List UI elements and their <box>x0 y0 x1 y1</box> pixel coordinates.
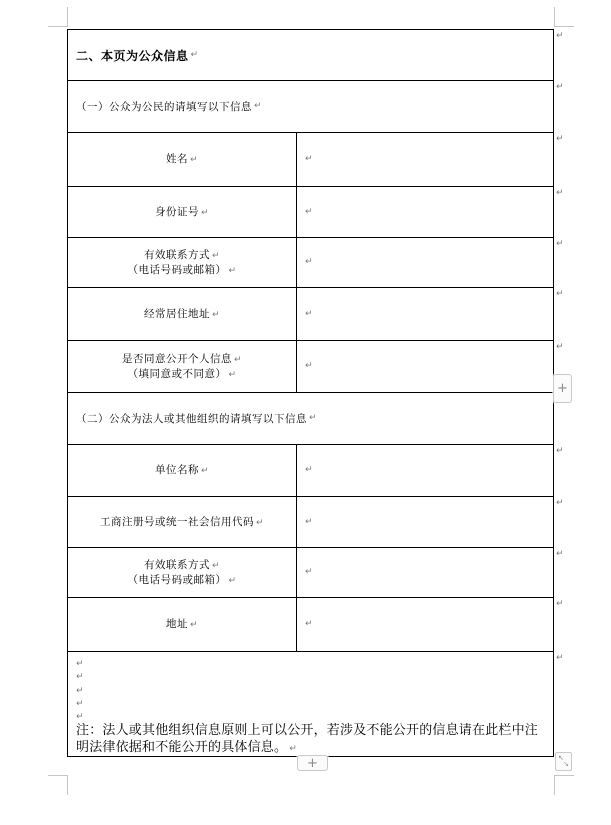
paragraph-mark: ↵ <box>305 257 313 267</box>
paragraph-mark: ↵ <box>305 465 313 475</box>
page-title: 二、本页为公众信息 <box>76 48 189 63</box>
insert-row-button[interactable] <box>553 374 572 403</box>
row-end-mark: ↵ <box>556 82 564 92</box>
value-cell-contact-citizen[interactable] <box>297 238 553 287</box>
paragraph-mark: ↵ <box>305 154 313 164</box>
field-label-id-number <box>68 187 297 237</box>
field-label-text: 有效联系方式 <box>143 249 210 261</box>
plus-icon: + <box>557 381 568 396</box>
paragraph-mark: ↵ <box>305 206 313 217</box>
row-end-mark: ↵ <box>556 188 564 198</box>
row-end-mark: ↵ <box>556 239 564 249</box>
table-row-residence-address <box>68 288 553 341</box>
paragraph-mark: ↵ <box>200 466 210 476</box>
row-end-mark: ↵ <box>556 31 564 41</box>
paragraph-mark: ↵ <box>189 620 199 630</box>
table-row-name <box>68 133 553 187</box>
row-end-mark: ↵ <box>556 342 564 352</box>
field-label-org-address <box>68 598 297 651</box>
paragraph-mark: ↵ <box>228 265 237 276</box>
value-cell-name[interactable] <box>297 133 553 186</box>
paragraph-mark: ↵ <box>255 517 265 528</box>
field-label-name <box>68 133 297 186</box>
paragraph-mark: ↵ <box>200 207 210 218</box>
row-end-mark: ↵ <box>556 134 564 144</box>
field-label-contact-citizen <box>68 238 297 287</box>
field-label-consent <box>68 341 297 392</box>
paragraph-mark: ↵ <box>76 672 84 683</box>
row-end-mark: ↵ <box>556 498 564 508</box>
crop-mark-bottom-right-vertical <box>554 775 555 795</box>
crop-mark-top-right-horizontal <box>554 26 574 27</box>
crop-mark-top-left-horizontal <box>48 26 68 27</box>
resize-arrow-nw-icon: ↖ <box>558 754 564 762</box>
paragraph-mark: ↵ <box>305 516 313 527</box>
field-label-text: 姓名 <box>165 154 188 165</box>
paragraph-mark: ↵ <box>305 619 313 629</box>
field-label-text: 单位名称 <box>154 465 199 476</box>
table-row-note[interactable] <box>68 652 553 756</box>
empty-paragraph-line <box>76 708 549 721</box>
empty-paragraph-line <box>76 655 549 668</box>
paragraph-mark: ↵ <box>76 712 84 723</box>
paragraph-mark: ↵ <box>305 567 313 577</box>
paragraph-mark: ↵ <box>76 698 84 709</box>
value-cell-contact-org[interactable] <box>297 548 553 597</box>
value-cell-org-code[interactable] <box>297 497 553 547</box>
paragraph-mark: ↵ <box>305 308 313 319</box>
paragraph-mark: ↵ <box>305 361 313 371</box>
table-row-contact-org <box>68 548 553 598</box>
note-cell <box>68 652 553 756</box>
paragraph-mark: ↵ <box>211 560 221 571</box>
paragraph-mark: ↵ <box>211 250 221 261</box>
field-label-subtext: （填同意或不同意） <box>127 368 227 380</box>
paragraph-mark: ↵ <box>76 685 84 696</box>
note-text: 注：法人或其他组织信息原则上可以公开，若涉及不能公开的信息请在此栏中注明法律依据和不能公开的具体信息。 <box>76 722 539 755</box>
paragraph-mark: ↵ <box>309 413 317 423</box>
value-cell-residence-address[interactable] <box>297 288 553 340</box>
table-row-section-organization <box>68 393 553 445</box>
value-cell-org-address[interactable] <box>297 598 553 651</box>
paragraph-mark: ↵ <box>189 155 199 165</box>
table-resize-handle[interactable] <box>555 752 572 771</box>
field-label-org-code <box>68 497 297 547</box>
row-end-mark: ↵ <box>556 446 564 456</box>
crop-mark-top-right-vertical <box>554 7 555 27</box>
crop-mark-bottom-left-horizontal <box>48 775 68 776</box>
empty-paragraph-line <box>76 668 549 681</box>
row-end-mark: ↵ <box>556 289 564 299</box>
paragraph-mark: ↵ <box>289 744 297 755</box>
table-row-org-name <box>68 445 553 497</box>
row-end-mark: ↵ <box>556 653 564 663</box>
crop-mark-bottom-left-vertical <box>67 775 68 795</box>
resize-arrow-se-icon: ↘ <box>563 760 569 768</box>
crop-mark-bottom-right-horizontal <box>554 775 574 776</box>
table-row-section-citizen <box>68 81 553 133</box>
paragraph-mark: ↵ <box>228 369 237 380</box>
section-heading-citizen: （一）公众为公民的请填写以下信息 <box>76 102 252 113</box>
empty-paragraph-line <box>76 695 549 708</box>
empty-paragraph-line <box>76 682 549 695</box>
row-end-mark: ↵ <box>556 549 564 559</box>
field-label-text: 经常居住地址 <box>143 308 210 320</box>
paragraph-mark: ↵ <box>254 101 262 111</box>
row-end-mark: ↵ <box>556 599 564 609</box>
table-row-org-code <box>68 497 553 548</box>
plus-icon: + <box>307 755 318 771</box>
section-heading-organization: （二）公众为法人或其他组织的请填写以下信息 <box>76 414 307 425</box>
paragraph-mark: ↵ <box>233 354 243 365</box>
field-label-residence-address <box>68 288 297 340</box>
paragraph-mark: ↵ <box>211 309 221 320</box>
value-cell-org-name[interactable] <box>297 445 553 496</box>
table-row-id-number <box>68 187 553 238</box>
paragraph-mark: ↵ <box>76 659 84 669</box>
paragraph-mark: ↵ <box>190 49 199 60</box>
field-label-text: 地址 <box>165 619 188 630</box>
field-label-contact-org <box>68 548 297 597</box>
field-label-subtext: （电话号码或邮箱） <box>127 264 227 276</box>
note-paragraph <box>76 721 549 755</box>
table-row-org-address <box>68 598 553 652</box>
crop-mark-top-left-vertical <box>67 7 68 27</box>
field-label-org-name <box>68 445 297 496</box>
field-label-text: 工商注册号或统一社会信用代码 <box>99 516 254 528</box>
field-label-text: 是否同意公开个人信息 <box>121 353 232 365</box>
field-label-text: 身份证号 <box>154 206 199 218</box>
table-row-page-title <box>68 30 553 81</box>
public-info-form-table <box>67 29 554 757</box>
insert-below-button[interactable] <box>297 755 328 771</box>
paragraph-mark: ↵ <box>228 575 237 586</box>
value-cell-consent[interactable] <box>297 341 553 392</box>
field-label-text: 有效联系方式 <box>143 559 210 571</box>
table-row-contact-citizen <box>68 238 553 288</box>
table-row-consent <box>68 341 553 393</box>
value-cell-id-number[interactable] <box>297 187 553 237</box>
field-label-subtext: （电话号码或邮箱） <box>127 574 227 586</box>
